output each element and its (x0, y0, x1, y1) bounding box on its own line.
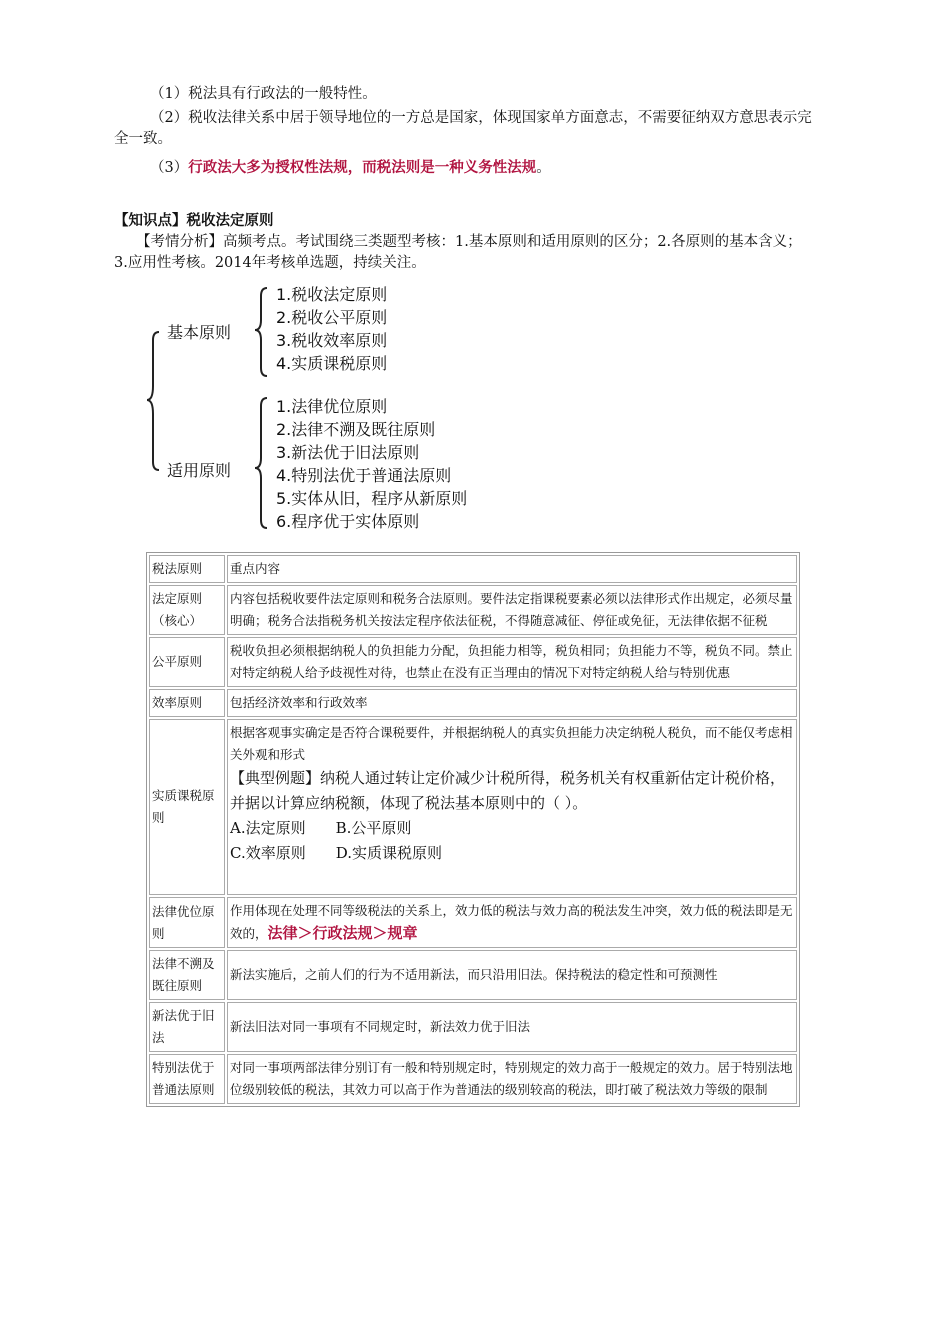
group2-item: 5.实体从旧，程序从新原则 (276, 489, 468, 508)
row-name: 效率原则 (149, 689, 225, 717)
intro-item-3-highlight: 行政法大多为授权性法规，而税法则是一种义务性法规 (188, 159, 537, 176)
intro-item-3-prefix: （3） (150, 160, 189, 176)
row-name: 新法优于旧法 (149, 1002, 225, 1052)
group2-item: 4.特别法优于普通法原则 (276, 466, 452, 485)
option-b: B.公平原则 (335, 819, 412, 837)
section-title: 【知识点】税收法定原则 (114, 212, 274, 229)
group2-item: 1.法律优位原则 (276, 397, 388, 416)
row-content: 新法实施后，之前人们的行为不适用新法，而只沿用旧法。保持税法的稳定性和可预测性 (227, 950, 797, 1000)
table-header-row (149, 555, 797, 583)
group2-item: 2.法律不溯及既往原则 (276, 420, 436, 439)
intro-item-2: （2）税收法律关系中居于领导地位的一方总是国家，体现国家单方面意志，不需要征纳双方意思表示完全一致。 (114, 110, 812, 147)
group1-item: 3.税收效率原则 (276, 331, 388, 350)
principles-diagram (145, 282, 505, 532)
table-row (149, 689, 797, 717)
intro-item-3-suffix: 。 (536, 160, 551, 176)
group1-item: 2.税收公平原则 (276, 308, 388, 327)
row-name: 法律优位原则 (149, 897, 225, 948)
group2-item: 3.新法优于旧法原则 (276, 443, 420, 462)
principles-table (146, 552, 800, 1107)
option-c: C.效率原则 (230, 844, 306, 862)
row-content: 根据客观事实确定是否符合课税要件，并根据纳税人的真实负担能力决定纳税人税负，而不能仅考虑相关外观和形式 (230, 725, 793, 762)
example-options-1 (230, 816, 794, 841)
row-content-cell (227, 719, 797, 895)
intro-item-1: （1）税法具有行政法的一般特性。 (150, 86, 377, 102)
row-name: 实质课税原则 (149, 719, 225, 895)
group2-label: 适用原则 (167, 461, 232, 480)
table-row (149, 719, 797, 895)
table-row (149, 950, 797, 1000)
group1-item: 1.税收法定原则 (276, 285, 388, 304)
row-name: 法律不溯及既往原则 (149, 950, 225, 1000)
group1-label: 基本原则 (167, 323, 232, 342)
table-row (149, 1054, 797, 1104)
table-row (149, 637, 797, 687)
group1-item: 4.实质课税原则 (276, 354, 388, 373)
example-options-2 (230, 841, 794, 892)
row-content: 包括经济效率和行政效率 (227, 689, 797, 717)
option-d: D.实质课税原则 (335, 844, 442, 862)
row-content: 内容包括税收要件法定原则和税务合法原则。要件法定指课税要素必须以法律形式作出规定，必须尽量明确；税务合法指税务机关按法定程序依法征税，不得随意减征、停征或免征，无法律依据不征税 (227, 585, 797, 635)
option-a: A.法定原则 (230, 819, 306, 837)
intro-item-3 (114, 157, 814, 179)
header-cell: 税法原则 (149, 555, 225, 583)
row-name: 公平原则 (149, 637, 225, 687)
row-content-cell (227, 897, 797, 948)
row-name: 特别法优于普通法原则 (149, 1054, 225, 1104)
row-content: 税收负担必须根据纳税人的负担能力分配，负担能力相等，税负相同；负担能力不等，税负不同。禁止对特定纳税人给予歧视性对待，也禁止在没有正当理由的情况下对特定纳税人给与特别优惠 (227, 637, 797, 687)
table-row (149, 1002, 797, 1052)
section-analysis: 【考情分析】高频考点。考试围绕三类题型考核：1.基本原则和适用原则的区分；2.各原则的基本含义；3.应用性考核。2014年考核单选题，持续关注。 (114, 234, 802, 271)
group2-item: 6.程序优于实体原则 (276, 512, 420, 531)
header-cell: 重点内容 (227, 555, 797, 583)
row-content: 作用体现在处理不同等级税法的关系上，效力低的税法与效力高的税法发生冲突，效力低的税法即是无效的， (230, 903, 793, 941)
row-content-highlight: 法律＞行政法规＞规章 (267, 924, 418, 942)
table-row (149, 585, 797, 635)
example-question: 【典型例题】纳税人通过转让定价减少计税所得，税务机关有权重新估定计税价格，并据以计算应纳税额，体现了税法基本原则中的（ ）。 (230, 769, 786, 812)
row-content: 对同一事项两部法律分别订有一般和特别规定时，特别规定的效力高于一般规定的效力。居于特别法地位级别较低的税法，其效力可以高于作为普通法的级别较高的税法，即打破了税法效力等级的限制 (227, 1054, 797, 1104)
table-row (149, 897, 797, 948)
row-name: 法定原则（核心） (149, 585, 225, 635)
row-content: 新法旧法对同一事项有不同规定时，新法效力优于旧法 (227, 1002, 797, 1052)
